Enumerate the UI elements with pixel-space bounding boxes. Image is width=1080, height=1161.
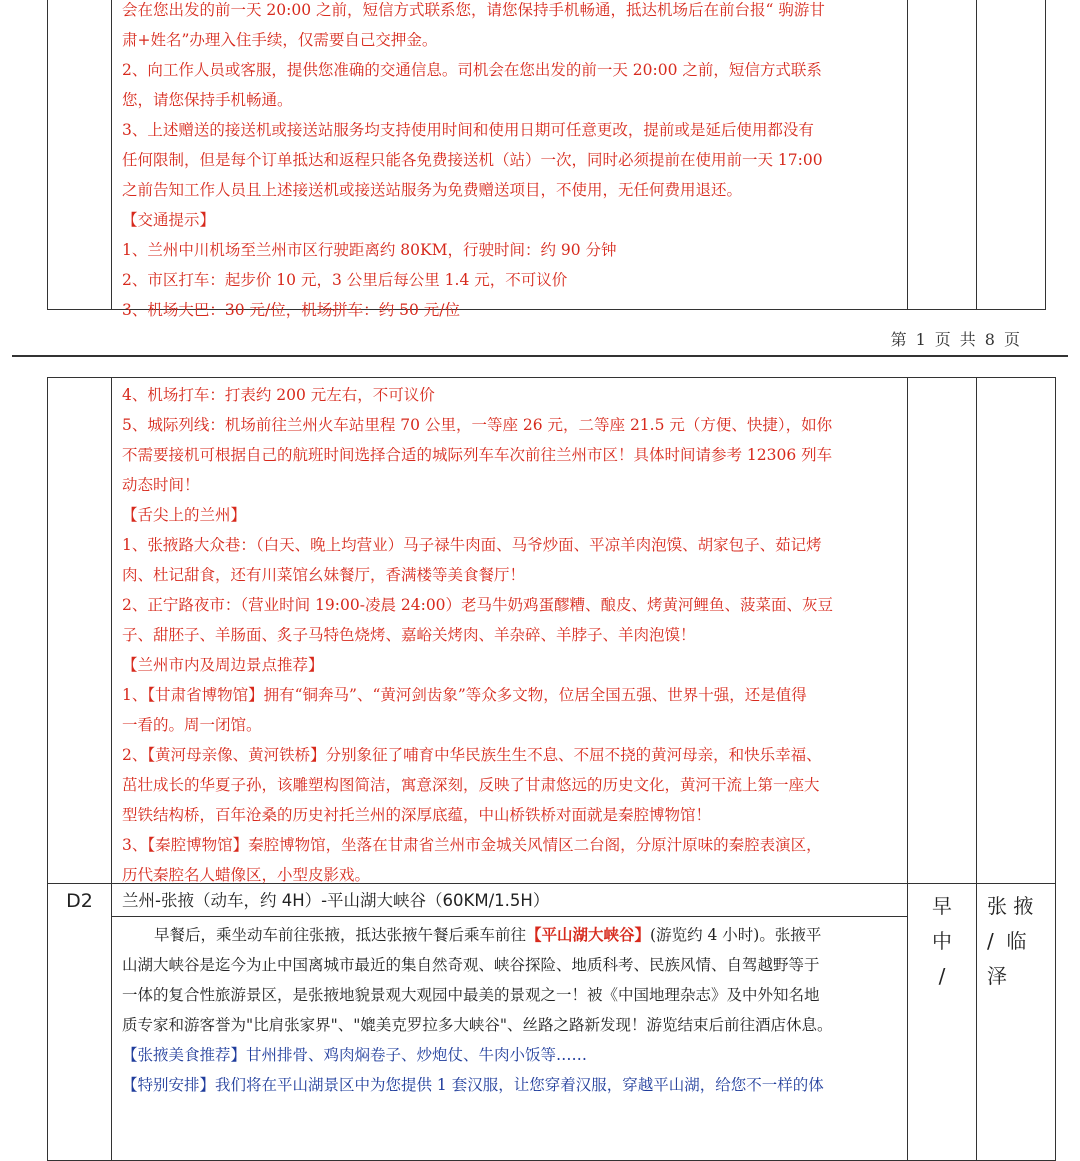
- text-line: 1、【甘肃省博物馆】拥有“铜奔马”、“黄河剑齿象”等众多文物，位居全国五强、世界十强，还是值得: [122, 686, 807, 704]
- day2-body: [112, 916, 907, 1160]
- meal-info: 早 中 /: [908, 884, 977, 1161]
- text-line: 2、向工作人员或客服，提供您准确的交通信息。司机会在您出发的前一天 20:00 之前，短信方式联系: [122, 61, 822, 79]
- day-cell: [48, 0, 112, 310]
- hotel-cell: [977, 378, 1056, 884]
- text-line: 【舌尖上的兰州】: [122, 506, 247, 524]
- notes-text-block: [112, 0, 907, 319]
- text-line: 型铁结构桥，百年沧桑的历史衬托兰州的深厚底蕴，中山桥铁桥对面就是秦腔博物馆！: [122, 806, 712, 824]
- day-code: D2: [48, 884, 112, 1161]
- text-line: 动态时间！: [122, 476, 200, 494]
- text-line: 一看的。周一闭馆。: [122, 716, 262, 734]
- text-line: 【交通提示】: [122, 211, 216, 229]
- content-cell: [112, 0, 908, 319]
- text-line: 5、城际列线：机场前往兰州火车站里程 70 公里，一等座 26 元，二等座 21.5 元（方便、快捷），如你: [122, 416, 833, 434]
- itinerary-table-page2: [47, 377, 1056, 1161]
- day2-line: 一体的复合性旅游景区，是张掖地貌景观大观园中最美的景观之一！被《中国地理杂志》及中外知名地: [122, 986, 820, 1004]
- day2-content: [112, 884, 908, 1161]
- text-line: 2、正宁路夜市：（营业时间 19:00-凌晨 24:00）老马牛奶鸡蛋醪糟、酿皮、烤黄河鲤鱼、菠菜面、灰豆: [122, 596, 834, 614]
- day2-line: 山湖大峡谷是迄今为止中国离城市最近的集自然奇观、峡谷探险、地质科考、民族风情、自驾越野等于: [122, 956, 820, 974]
- text-line: 4、机场打车：打表约 200 元左右，不可议价: [122, 386, 435, 404]
- day2-line: 早餐后，乘坐动车前往张掖，抵达张掖午餐后乘车前往【平山湖大峡谷】(游览约 4 小时)。张掖平: [154, 925, 822, 944]
- text-line: 子、甜胚子、羊肠面、炙子马特色烧烤、嘉峪关烤肉、羊杂碎、羊脖子、羊肉泡馍！: [122, 626, 696, 644]
- tips-text-block: [112, 378, 907, 883]
- text-line: 1、张掖路大众巷：（白天、晚上均营业）马子禄牛肉面、马爷炒面、平凉羊肉泡馍、胡家包子、茹记烤: [122, 536, 822, 554]
- scenic-spot-highlight: 【平山湖大峡谷】: [526, 925, 651, 944]
- text-line: 2、市区打车：起步价 10 元，3 公里后每公里 1.4 元，不可议价: [122, 271, 568, 289]
- hotel-info: 张 掖 / 临 泽: [977, 884, 1056, 1161]
- text-line: 您，请您保持手机畅通。: [122, 91, 293, 109]
- page-footer: 第 1 页 共 8 页: [890, 330, 1021, 349]
- text-line: 不需要接机可根据自己的航班时间选择合适的城际列车车次前往兰州市区！具体时间请参考 12306 列车: [122, 446, 833, 464]
- meal-cell: [908, 0, 977, 310]
- text-line: 肉、杜记甜食，还有川菜馆幺妹餐厅，香满楼等美食餐厅！: [122, 566, 526, 584]
- page-total: 8: [984, 330, 996, 349]
- itinerary-table-page1: [47, 0, 1046, 319]
- content-cell: [112, 378, 908, 884]
- text-line: 之前告知工作人员且上述接送机或接送站服务为免费赠送项目，不使用，无任何费用退还。: [122, 181, 743, 199]
- food-recommendation: 【张掖美食推荐】甘州排骨、鸡肉焖卷子、炒炮仗、牛肉小饭等……: [122, 1046, 588, 1064]
- text-line: 1、兰州中川机场至兰州市区行驶距离约 80KM，行驶时间：约 90 分钟: [122, 241, 617, 259]
- special-arrangement: 【特别安排】我们将在平山湖景区中为您提供 1 套汉服，让您穿着汉服，穿越平山湖，给您不一样的体: [122, 1076, 824, 1094]
- text-line: 2、【黄河母亲像、黄河铁桥】分别象征了哺育中华民族生生不息、不屈不挠的黄河母亲，和快乐幸福、: [122, 746, 822, 764]
- hotel-cell: [977, 0, 1046, 310]
- page-divider: [12, 355, 1068, 357]
- text-line: 任何限制，但是每个订单抵达和返程只能各免费接送机（站）一次，同时必须提前在使用前一天 17:00: [122, 151, 823, 169]
- text-line: 肃+姓名”办理入住手续，仅需要自己交押金。: [122, 31, 438, 49]
- meal-cell: [908, 378, 977, 884]
- text-line: 3、上述赠送的接送机或接送站服务均支持使用时间和使用日期可任意更改，提前或是延后使用都没有: [122, 121, 814, 139]
- text-line: 历代秦腔名人蜡像区，小型皮影戏。: [122, 866, 371, 884]
- day2-line: 质专家和游客誉为"比肩张家界"、"媲美克罗拉多大峡谷"、丝路之路新发现！游览结束后前往酒店休息。: [122, 1016, 833, 1034]
- page-number: 1: [915, 330, 927, 349]
- text-line: 3、机场大巴：30 元/位，机场拼车：约 50 元/位: [122, 301, 461, 319]
- day-cell: [48, 378, 112, 884]
- text-line: 【兰州市内及周边景点推荐】: [122, 656, 324, 674]
- text-line: 茁壮成长的华夏子孙，该雕塑构图简洁，寓意深刻，反映了甘肃悠远的历史文化，黄河干流上第一座大: [122, 776, 820, 794]
- text-line: 会在您出发的前一天 20:00 之前，短信方式联系您，请您保持手机畅通，抵达机场后在前台报“ 驹游甘: [122, 1, 825, 19]
- text-line: 3、【秦腔博物馆】秦腔博物馆，坐落在甘肃省兰州市金城关风情区二台阁，分原汁原味的秦腔表演区，: [122, 836, 822, 854]
- day2-title: 兰州-张掖（动车，约 4H）-平山湖大峡谷（60KM/1.5H）: [122, 891, 550, 910]
